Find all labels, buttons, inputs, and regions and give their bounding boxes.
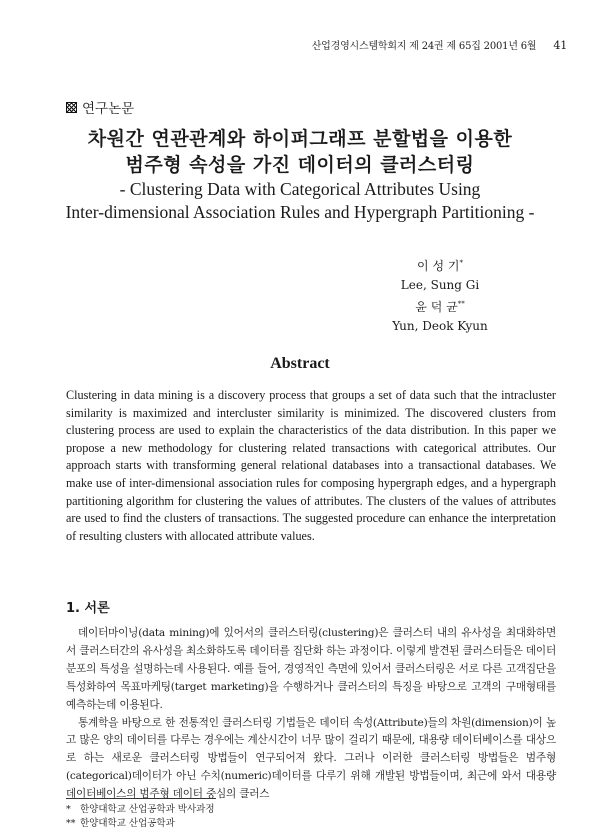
korean-title-line-2: 범주형 속성을 가진 데이터의 클러스터링	[125, 154, 475, 176]
page-number: 41	[553, 39, 567, 52]
journal-info: 산업경영시스템학회지 제 24권 제 65집 2001년 6월	[311, 41, 537, 52]
abstract-heading: Abstract	[270, 355, 330, 372]
english-title-line-2: Inter-dimensional Association Rules and Hypergraph Partitioning -	[65, 202, 535, 222]
hatched-square-icon	[66, 102, 77, 113]
section-1-body	[66, 625, 556, 804]
author-1-mark: *	[459, 259, 463, 267]
author-2-korean: 윤 덕 균**	[415, 300, 465, 314]
article-category	[66, 97, 134, 117]
category-label: 연구논문	[82, 101, 135, 117]
section-1-heading: 1. 서론	[66, 601, 110, 616]
english-title-line-1: - Clustering Data with Categorical Attributes Using	[119, 179, 481, 199]
footnote-divider	[66, 798, 216, 799]
running-header	[0, 37, 567, 52]
korean-title-line-1: 차원간 연관관계와 하이퍼그래프 분할법을 이용한	[87, 128, 513, 150]
abstract-text: Clustering in data mining is a discovery process that groups a set of data such that the intracluster similarity is maximized and intercluster similarity is minimized. The discovered clusters from clustering process are used to explain the characteristics of the data distribution. In this paper we propose a new methodology for clustering related transactions with categorical attributes. Our approach starts with transforming general relational databases into a transactional databases. We make use of inter-dimensional association rules for composing hypergraph edges, and a hypergraph partitioning algorithm for clustering the values of attributes. The clusters of the values of attributes are used to find the clusters of transactions. The suggested procedure can enhance the interpretation of resulting clusters with allocated attribute values.	[66, 388, 556, 543]
footnotes	[66, 803, 215, 831]
section-1-paragraph-1: 데이터마이닝(data mining)에 있어서의 클러스터링(clustering)은 클러스터 내의 유사성을 최대화하면서 클러스터간의 유사성을 최소화하도록 데이터를 집단화 하는 과정이다. 이렇게 발견된 클러스터들은 데이터 분포의 특성을 설명하는데 사용된다. 예를 들어, 경영적인 측면에 있어서 클러스터링은 서로 다른 고객집단을 특성화하여 목표마케팅(target marketing)을 수행하거나 클러스터의 특징을 바탕으로 고객의 구매형태를 예측하는데 이용된다.	[66, 627, 556, 711]
author-2-english: Yun, Deok Kyun	[392, 319, 488, 333]
author-1-english: Lee, Sung Gi	[400, 278, 480, 292]
section-1-paragraph-2: 통계학을 바탕으로 한 전통적인 클러스터링 기법들은 데이터 속성(Attribute)들의 차원(dimension)이 높고 많은 양의 데이터를 다루는 경우에는 계산시간이 너무 많이 걸리기 때문에, 대용량 데이터베이스를 대상으로 하는 새로운 클러스터링 방법들이 연구되어져 왔다. 그러나 이러한 클러스터링 방법들은 범주형(categorical)데이터가 아닌 수치(numeric)데이터를 다루기 위해 개발된 방법들이며, 최근에 와서 대용량 데이터베이스의 범주형 데이터 중심의 클러스	[66, 716, 556, 801]
footnote-1: * 한양대학교 산업공학과 박사과정	[66, 804, 215, 815]
author-block	[360, 254, 520, 336]
footnote-2: ** 한양대학교 산업공학과	[66, 818, 175, 829]
author-2-mark: **	[457, 300, 465, 308]
author-1-korean: 이 성 기*	[417, 259, 463, 273]
